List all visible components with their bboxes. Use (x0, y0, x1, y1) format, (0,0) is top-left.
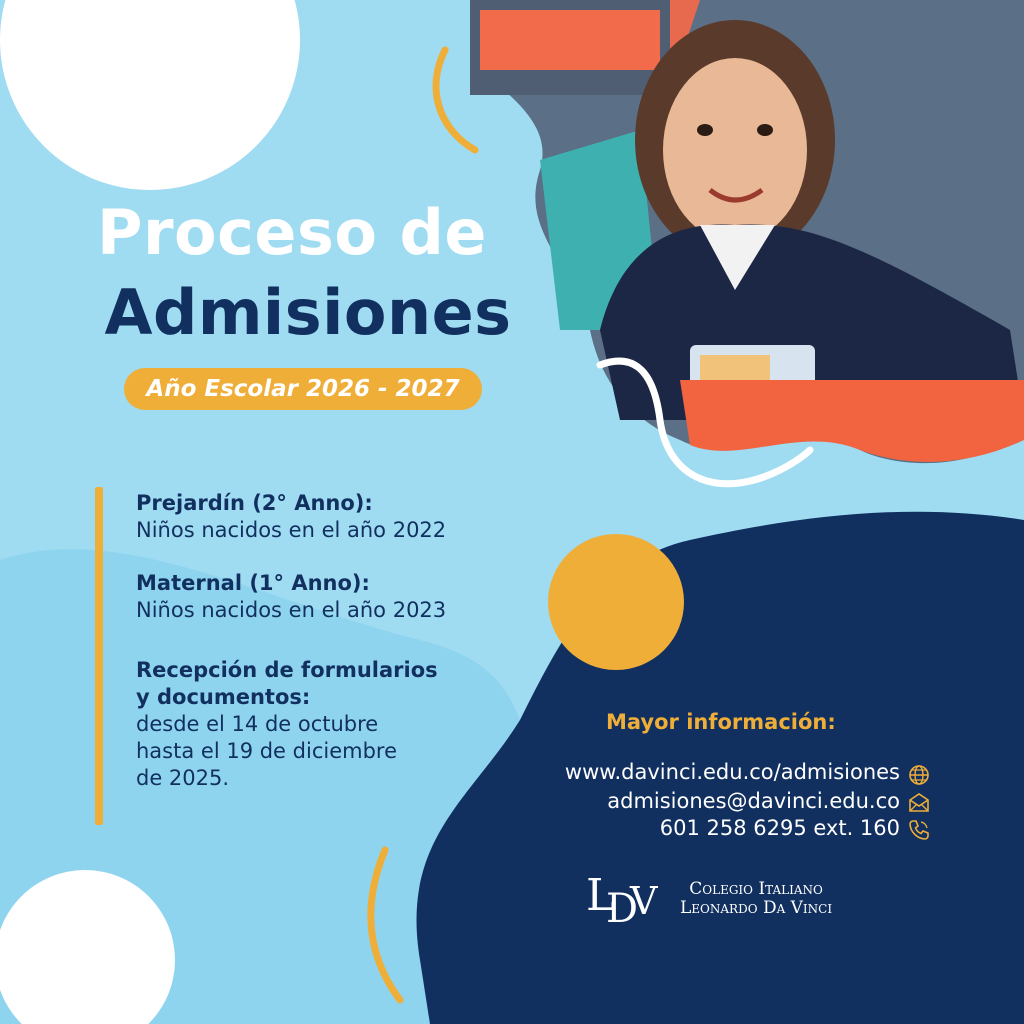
forms-heading-2: y documentos: (136, 685, 311, 709)
globe-icon (907, 763, 931, 787)
svg-text:D: D (606, 886, 639, 932)
decor-circle-orange (548, 534, 684, 670)
level-maternal (136, 570, 446, 624)
level-prejardin (136, 490, 446, 544)
website-link[interactable]: www.davinci.edu.co/admisiones (564, 760, 900, 784)
phone-icon (907, 818, 931, 842)
school-name (680, 880, 832, 918)
forms-detail-1: desde el 14 de octubre (136, 712, 379, 736)
level-heading: Maternal (1° Anno): (136, 571, 370, 595)
logo-monogram (584, 866, 664, 936)
forms-detail-2: hasta el 19 de diciembre (136, 739, 397, 763)
forms-reception (136, 657, 438, 792)
level-detail: Niños nacidos en el año 2023 (136, 598, 447, 622)
forms-heading-1: Recepción de formularios (136, 658, 438, 682)
school-year-badge: Año Escolar 2026 - 2027 (124, 368, 482, 410)
accent-bar (95, 487, 103, 825)
school-name-line-1: Colegio Italiano (689, 879, 823, 899)
svg-text:V: V (630, 879, 658, 923)
email-link[interactable]: admisiones@davinci.edu.co (607, 789, 900, 813)
title-line-1: Proceso de (97, 196, 487, 269)
contact-heading: Mayor información: (606, 710, 836, 734)
svg-text:L: L (586, 870, 616, 921)
mail-icon (907, 791, 931, 815)
school-name-line-2: Leonardo Da Vinci (680, 898, 833, 918)
level-heading: Prejardín (2° Anno): (136, 491, 373, 515)
title-line-2: Admisiones (104, 276, 512, 349)
level-detail: Niños nacidos en el año 2022 (136, 518, 447, 542)
forms-detail-3: de 2025. (136, 766, 230, 790)
phone-number: 601 258 6295 ext. 160 (659, 816, 900, 840)
